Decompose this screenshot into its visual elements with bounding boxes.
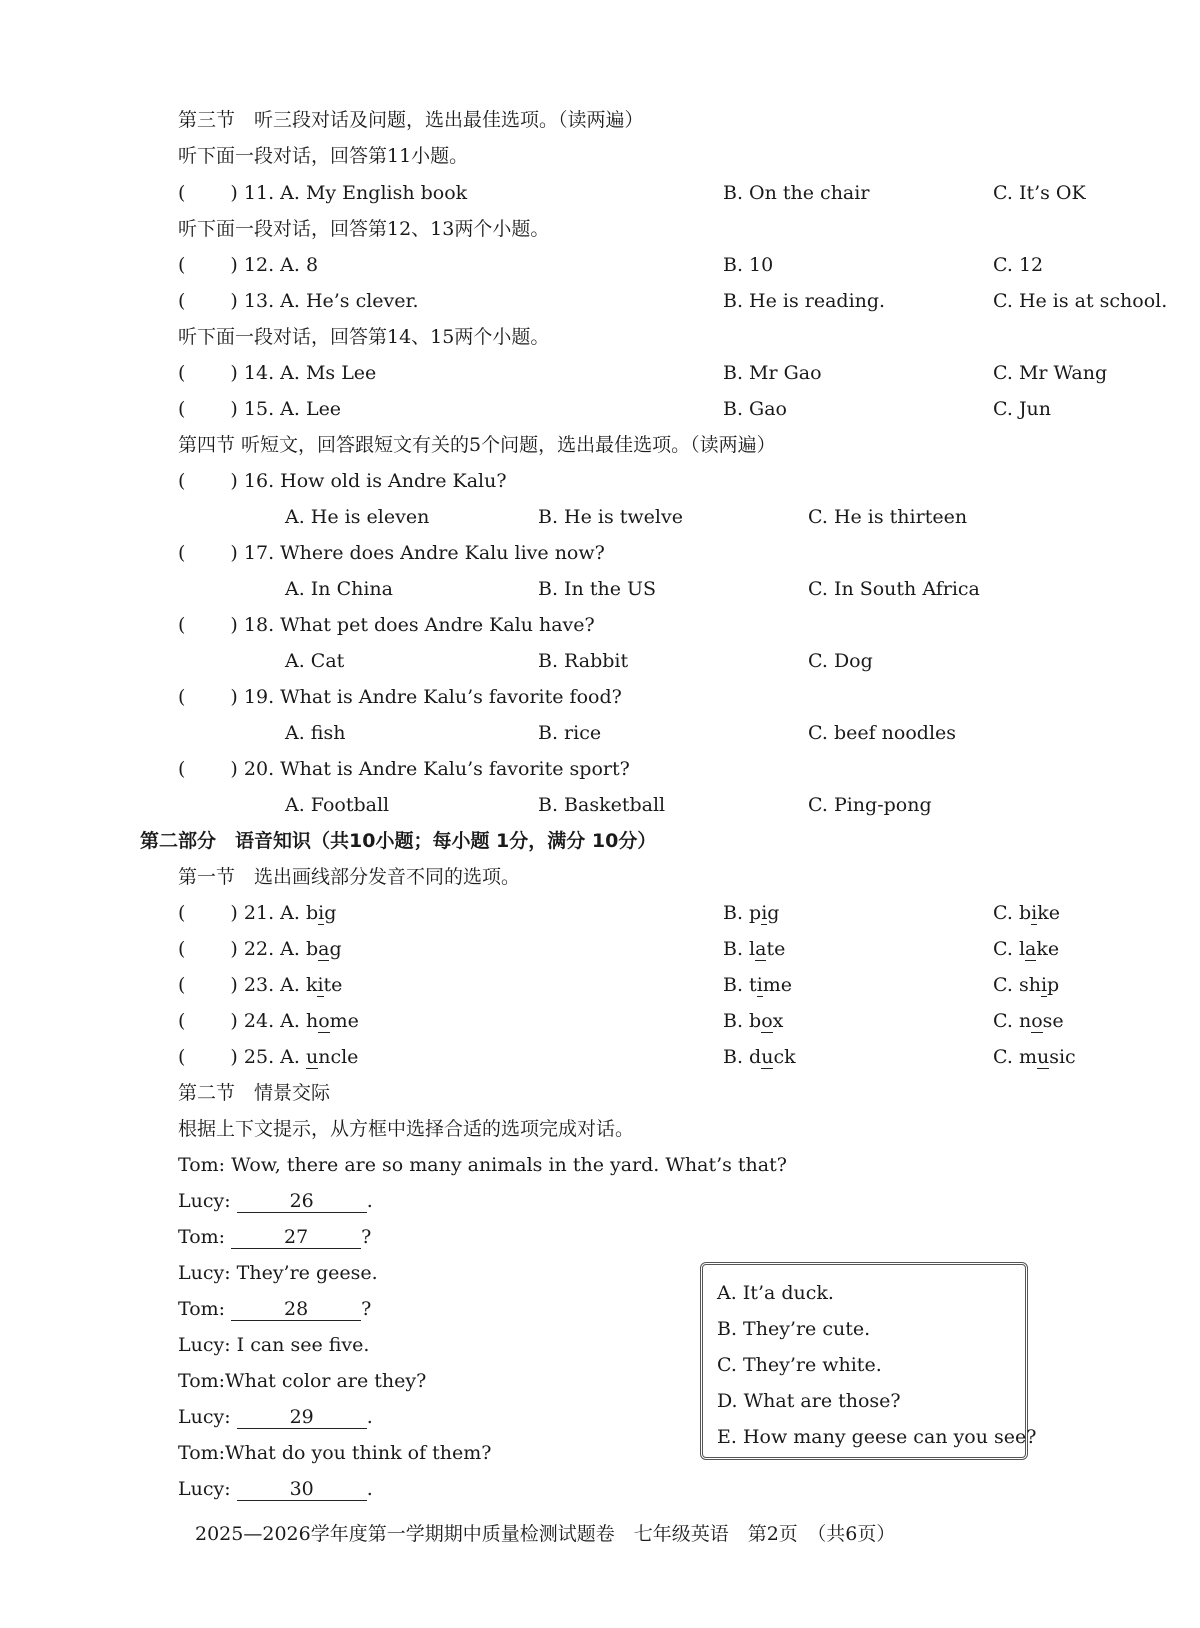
question-11: ( ) 11. A. My English book B. On the chair C. It’s OK: [178, 182, 1086, 204]
option-e: E. How many geese can you see?: [717, 1426, 1037, 1448]
question-12: ( ) 12. A. 8 B. 10 C. 12: [178, 254, 1044, 276]
answer-blank[interactable]: ): [230, 290, 238, 312]
answer-blank[interactable]: ): [230, 1046, 238, 1068]
question-18: ( ) 18. What pet does Andre Kalu have?: [178, 614, 595, 636]
part2-instruction: 根据上下文提示，从方框中选择合适的选项完成对话。: [178, 1118, 635, 1140]
option-a: A. It’a duck.: [717, 1282, 834, 1304]
answer-blank[interactable]: ): [230, 470, 238, 492]
question-23: ( ) 23. A. kite B. time C. ship: [178, 974, 1060, 996]
dialogue-line-2: Lucy: 26 .: [178, 1190, 373, 1212]
section3-intro-1: 听下面一段对话，回答第11小题。: [178, 145, 469, 167]
question-17: ( ) 17. Where does Andre Kalu live now?: [178, 542, 605, 564]
dialogue-line-8: Lucy: 29 .: [178, 1406, 373, 1428]
question-22: ( ) 22. A. bag B. late C. lake: [178, 938, 1060, 960]
question-20-options: A. Football B. Basketball C. Ping-pong: [285, 794, 932, 816]
section4-heading: 第四节 听短文，回答跟短文有关的5个问题，选出最佳选项。（读两遍）: [178, 434, 776, 456]
dialogue-line-5: Tom: 28 ?: [178, 1298, 372, 1320]
dialogue-line-1: Tom: Wow, there are so many animals in the yard. What’s that?: [178, 1154, 787, 1176]
dialogue-line-3: Tom: 27 ?: [178, 1226, 372, 1248]
answer-blank[interactable]: ): [230, 182, 238, 204]
question-13: ( ) 13. A. He’s clever. B. He is reading. C. He is at school.: [178, 290, 1168, 312]
section3-heading: 第三节 听三段对话及问题，选出最佳选项。（读两遍）: [178, 109, 644, 131]
answer-blank[interactable]: ): [230, 1010, 238, 1032]
part2-section1-heading: 第一节 选出画线部分发音不同的选项。: [178, 866, 521, 888]
answer-blank[interactable]: ): [230, 254, 238, 276]
option-d: D. What are those?: [717, 1390, 901, 1412]
question-16-options: A. He is eleven B. He is twelve C. He is thirteen: [285, 506, 968, 528]
part2-section2-heading: 第二节 情景交际: [178, 1082, 331, 1104]
dialogue-line-7: Tom:What color are they?: [178, 1370, 427, 1392]
answer-blank[interactable]: ): [230, 758, 238, 780]
blank-29[interactable]: 29: [237, 1406, 367, 1429]
answer-blank[interactable]: ): [230, 902, 238, 924]
part2-heading: 第二部分 语音知识（共10小题；每小题 1分，满分 10分）: [140, 830, 657, 852]
blank-27[interactable]: 27: [231, 1226, 361, 1249]
options-box: [700, 1262, 1037, 1460]
answer-blank[interactable]: ): [230, 974, 238, 996]
question-25: ( ) 25. A. uncle B. duck C. music: [178, 1046, 1076, 1068]
question-14: ( ) 14. A. Ms Lee B. Mr Gao C. Mr Wang: [178, 362, 1108, 384]
question-20: ( ) 20. What is Andre Kalu’s favorite sport?: [178, 758, 630, 780]
dialogue-line-6: Lucy: I can see five.: [178, 1334, 370, 1356]
question-15: ( ) 15. A. Lee B. Gao C. Jun: [178, 398, 1052, 420]
question-16: ( ) 16. How old is Andre Kalu?: [178, 470, 507, 492]
answer-blank[interactable]: ): [230, 542, 238, 564]
section3-intro-3: 听下面一段对话，回答第14、15两个小题。: [178, 326, 550, 348]
answer-blank[interactable]: ): [230, 362, 238, 384]
question-18-options: A. Cat B. Rabbit C. Dog: [285, 650, 873, 672]
option-c: C. They’re white.: [717, 1354, 882, 1376]
section3-intro-2: 听下面一段对话，回答第12、13两个小题。: [178, 218, 550, 240]
question-19-options: A. fish B. rice C. beef noodles: [285, 722, 957, 744]
dialogue-line-10: Lucy: 30 .: [178, 1478, 373, 1500]
dialogue-line-4: Lucy: They’re geese.: [178, 1262, 378, 1284]
option-b: B. They’re cute.: [717, 1318, 871, 1340]
answer-blank[interactable]: ): [230, 938, 238, 960]
question-19: ( ) 19. What is Andre Kalu’s favorite food?: [178, 686, 622, 708]
answer-blank[interactable]: ): [230, 398, 238, 420]
blank-30[interactable]: 30: [237, 1478, 367, 1501]
page-footer: 2025—2026学年度第一学期期中质量检测试题卷 七年级英语 第2页 （共6页）: [195, 1523, 896, 1545]
blank-28[interactable]: 28: [231, 1298, 361, 1321]
blank-26[interactable]: 26: [237, 1190, 367, 1213]
question-21: ( ) 21. A. big B. pig C. bike: [178, 902, 1060, 924]
answer-blank[interactable]: ): [230, 614, 238, 636]
question-17-options: A. In China B. In the US C. In South Africa: [285, 578, 980, 600]
answer-blank[interactable]: ): [230, 686, 238, 708]
question-24: ( ) 24. A. home B. box C. nose: [178, 1010, 1064, 1032]
dialogue-line-9: Tom:What do you think of them?: [178, 1442, 492, 1464]
